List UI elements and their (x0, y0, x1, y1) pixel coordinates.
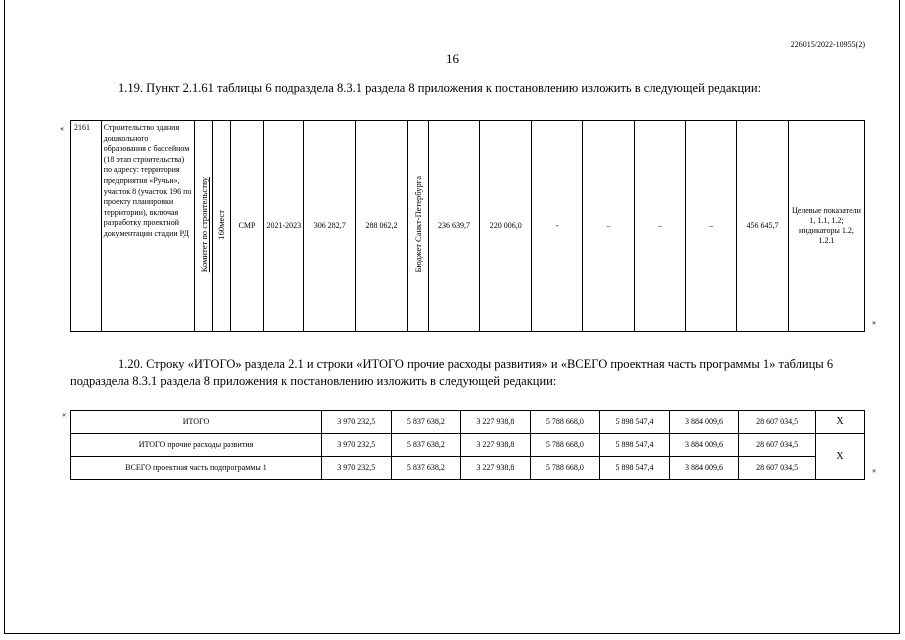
table-totals (70, 410, 865, 480)
row-value: 3 884 009,6 (669, 457, 739, 480)
row-value: 5 898 547,4 (600, 434, 670, 457)
table-row (71, 121, 865, 332)
quote-open-2: « (62, 410, 66, 419)
row-value: 3 227 938,8 (461, 411, 531, 434)
row-mark: X (816, 411, 865, 434)
cell-y2025: – (634, 121, 685, 332)
table-row (71, 434, 865, 457)
row-value: 3 884 009,6 (669, 411, 739, 434)
cell-y2021: 236 639,7 (428, 121, 480, 332)
cell-cost-2: 288 062,2 (356, 121, 408, 332)
row-value: 3 227 938,8 (461, 434, 531, 457)
document-number: 226015/2022-10955(2) (790, 40, 865, 49)
cell-y2026: – (685, 121, 736, 332)
row-value: 5 898 547,4 (600, 411, 670, 434)
row-value: 28 607 034,5 (739, 457, 816, 480)
row-label: ВСЕГО проектная часть подпрограммы 1 (71, 457, 322, 480)
row-value: 3 884 009,6 (669, 434, 739, 457)
row-label: ИТОГО (71, 411, 322, 434)
row-value: 5 837 638,2 (391, 457, 461, 480)
quote-open-1: « (60, 124, 64, 133)
row-mark: X (816, 434, 865, 480)
cell-executor: Комитет по строительству (195, 121, 213, 332)
paragraph-1-20: 1.20. Строку «ИТОГО» раздела 2.1 и строки «ИТОГО прочие расходы развития» и «ВСЕГО проектная часть программы 1» таблицы 6 подраздела 8.3.1 раздела 8 приложения к постановлению изложить в следующей редакции: (70, 357, 834, 388)
cell-num: 2161 (71, 121, 102, 332)
table-row (71, 411, 865, 434)
row-value: 3 970 232,5 (322, 434, 392, 457)
cell-y2022: 220 006,0 (480, 121, 532, 332)
row-label: ИТОГО прочие расходы развития (71, 434, 322, 457)
row-value: 5 837 638,2 (391, 434, 461, 457)
quote-close-1: » (872, 318, 876, 327)
row-value: 5 788 668,0 (530, 411, 600, 434)
row-value: 28 607 034,5 (739, 434, 816, 457)
table-row (71, 457, 865, 480)
row-value: 5 788 668,0 (530, 434, 600, 457)
cell-work-type: СМР (230, 121, 263, 332)
paragraph-1-19: 1.19. Пункт 2.1.61 таблицы 6 подраздела 8.3.1 раздела 8 приложения к постановлению изложить в следующей редакции: (118, 81, 762, 95)
cell-total: 456 645,7 (737, 121, 789, 332)
quote-close-2: » (872, 466, 876, 475)
cell-period: 2021-2023 (264, 121, 304, 332)
row-value: 3 970 232,5 (322, 411, 392, 434)
table-item-2161 (70, 120, 865, 332)
row-value: 3 970 232,5 (322, 457, 392, 480)
row-value: 5 837 638,2 (391, 411, 461, 434)
cell-source: Бюджет Санкт-Петербурга (407, 121, 428, 332)
row-value: 28 607 034,5 (739, 411, 816, 434)
cell-indicators: Целевые показатели 1, 1.1, 1.2; индикаторы 1.2, 1.2.1 (788, 121, 864, 332)
page-number: 16 (446, 51, 459, 66)
cell-cost-1: 306 282,7 (304, 121, 356, 332)
row-value: 3 227 938,8 (461, 457, 531, 480)
row-value: 5 898 547,4 (600, 457, 670, 480)
cell-object-name: Строительство здания дошкольного образования с бассейном (18 этап строительства) по адресу: территория предприятия «Ручьи», участок 8 (участок 196 по проекту планировки территории), включая разработку проектной документации стадии РД (101, 121, 195, 332)
cell-y2023: - (532, 121, 583, 332)
cell-y2024: – (583, 121, 634, 332)
row-value: 5 788 668,0 (530, 457, 600, 480)
cell-capacity: 160мест (213, 121, 231, 332)
